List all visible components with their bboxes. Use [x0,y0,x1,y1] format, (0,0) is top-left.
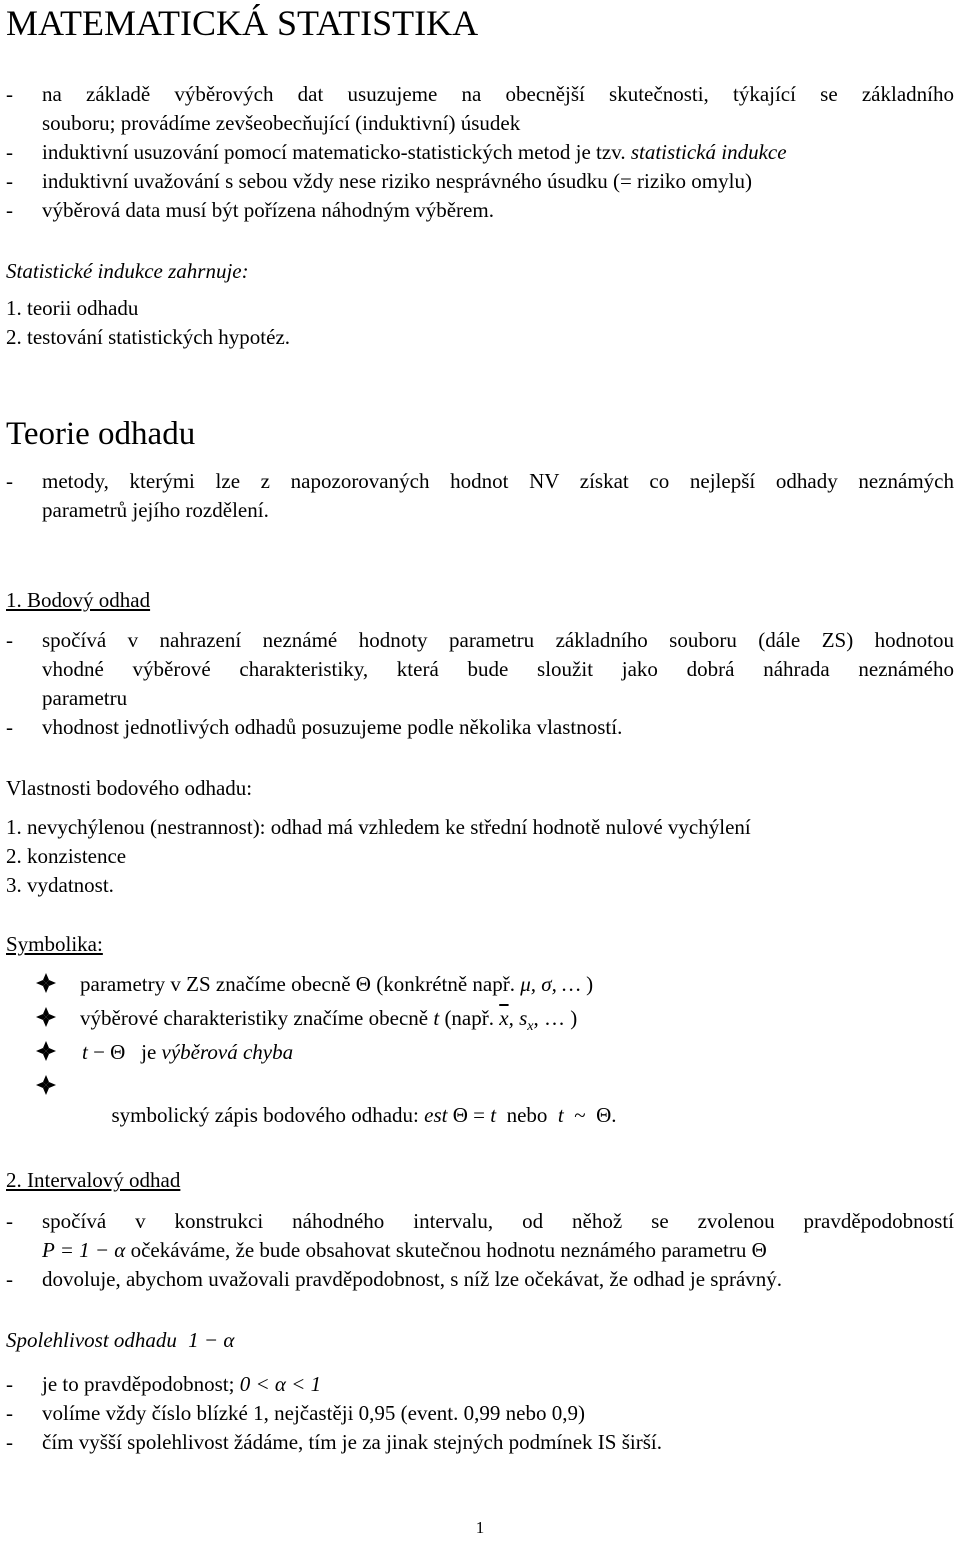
theory-line: parametrů jejího rozdělení. [42,498,269,522]
properties-heading: Vlastnosti bodového odhadu: [6,776,253,800]
symbolics-list [6,970,954,1127]
math-est: est [424,1103,448,1127]
diamond-bullet-icon [36,1007,56,1027]
theory-line: metody, kterými lze z napozorovaných hodnot NV získat co nejlepší odhady neznámých [42,469,954,493]
math-s: , s [508,1006,528,1030]
diamond-bullet-icon [36,1075,56,1095]
list-item: 2. testování statistických hypotéz. [6,325,291,349]
bullet-dash: - [6,1430,13,1454]
reliability-line: čím vyšší spolehlivost žádáme, tím je za jinak stejných podmínek IS širší. [42,1430,662,1454]
reliability-list [6,1370,954,1457]
bullet-dash: - [6,715,13,739]
page-number: 1 [475,1518,485,1537]
interval-estimate-text [6,1207,954,1294]
point-estimate-text [6,626,954,742]
list-item [6,196,954,225]
page-title: MATEMATICKÁ STATISTIKA [6,3,479,43]
reliability-line: volíme vždy číslo blízké 1, nejčastěji 0,95 (event. 0,99 nebo 0,9) [42,1401,585,1425]
list-item [6,1265,954,1294]
theory-heading: Teorie odhadu [6,416,196,452]
bullet-dash: - [6,628,13,652]
list-item [6,167,954,196]
reliability-title: Spolehlivost odhadu [6,1328,177,1352]
induction-heading: Statistické indukce zahrnuje: [6,259,249,283]
induction-list [6,294,954,352]
item-text: výběrové charakteristiky značíme obecně [80,1006,434,1030]
math-t: t [490,1103,497,1127]
math-expression: − Θ [87,1040,126,1064]
point-estimate-heading: 1. Bodový odhad [6,588,151,612]
math-expression: 0 < α < 1 [239,1372,322,1396]
properties-list [6,813,954,900]
point-line: spočívá v nahrazení neznámé hodnoty parametru základního souboru (dále ZS) hodnotou [42,628,954,652]
bullet-dash: - [6,469,13,493]
math-xbar: $\overline{x}$ [499,1006,509,1030]
list-item: 2. konzistence [6,844,127,868]
list-item: 3. vydatnost. [6,873,114,897]
math-t: t [557,1103,564,1127]
math-t: t [433,1006,440,1030]
item-text: parametry v ZS značíme obecně [80,972,356,996]
item-text: (konkrétně např. [370,972,521,996]
list-item [6,1428,954,1457]
list-item [36,1072,954,1127]
bullet-dash: - [6,1267,13,1291]
point-line: vhodné výběrové charakteristiky, která bude sloužit jako dobrá náhrada neznámého [42,657,954,681]
bullet-dash: - [6,82,13,106]
list-item: 1. teorii odhadu [6,296,139,320]
list-item [6,626,954,713]
math-expression: μ, σ, … [520,972,581,996]
theory-text [6,467,954,525]
intro-line: induktivní usuzování pomocí matematicko-statistických metod je tzv. [42,140,631,164]
reliability-line: je to pravděpodobnost; [42,1372,240,1396]
item-text: je [125,1040,162,1064]
list-item: 1. nevychýlenou (nestrannost): odhad má vzhledem ke střední hodnotě nulové vychýlení [6,815,751,839]
intro-emphasis: statistická indukce [630,140,787,164]
diamond-bullet-icon [36,973,56,993]
intro-line: induktivní uvažování s sebou vždy nese riziko nesprávného úsudku (= riziko omylu) [42,169,752,193]
interval-line: očekáváme, že bude obsahovat skutečnou hodnotu neznámého parametru Θ [125,1238,767,1262]
math-expression: ~ Θ. [563,1103,617,1127]
bullet-dash: - [6,140,13,164]
list-item [6,1399,954,1428]
interval-estimate-heading: 2. Intervalový odhad [6,1168,181,1192]
item-text: nebo [496,1103,558,1127]
math-rest: , … ) [533,1006,578,1030]
intro-line: na základě výběrových dat usuzujeme na obecnější skutečnosti, týkající se základního [42,82,954,106]
math-expression: P = 1 − α [42,1238,126,1262]
reliability-heading [6,1326,954,1355]
intro-list [6,80,954,225]
bullet-dash: - [6,1401,13,1425]
math-t: t [82,1040,88,1064]
bullet-dash: - [6,1209,13,1233]
theta-symbol: Θ [355,972,371,996]
math-subscript: x [527,1019,534,1035]
interval-line: spočívá v konstrukci náhodného intervalu, od něhož se zvolenou pravděpodobností [42,1209,954,1233]
intro-line: výběrová data musí být pořízena náhodným výběrem. [42,198,494,222]
diamond-bullet-icon [36,1041,56,1061]
point-line: parametru [42,686,128,710]
list-item [6,138,954,167]
bullet-dash: - [6,198,13,222]
point-line: vhodnost jednotlivých odhadů posuzujeme podle několika vlastností. [42,715,623,739]
list-item [6,80,954,138]
item-text: symbolický zápis bodového odhadu: [111,1103,425,1127]
list-item [6,1370,954,1399]
bullet-dash: - [6,169,13,193]
list-item [6,713,954,742]
list-item [6,1207,954,1265]
sampling-error-term: výběrová chyba [161,1040,294,1064]
interval-line: dovoluje, abychom uvažovali pravděpodobnost, s níž lze očekávat, že odhad je správný. [42,1267,783,1291]
intro-line: souboru; provádíme zevšeobecňující (induktivní) úsudek [42,111,521,135]
item-text: ) [580,972,594,996]
item-text: (např. [439,1006,500,1030]
symbolics-heading: Symbolika: [6,932,103,956]
bullet-dash: - [6,1372,13,1396]
list-item [36,970,954,1004]
list-item [36,1004,954,1038]
math-expression: 1 − α [188,1328,235,1352]
math-expression: Θ = [447,1103,491,1127]
list-item [36,1038,954,1072]
